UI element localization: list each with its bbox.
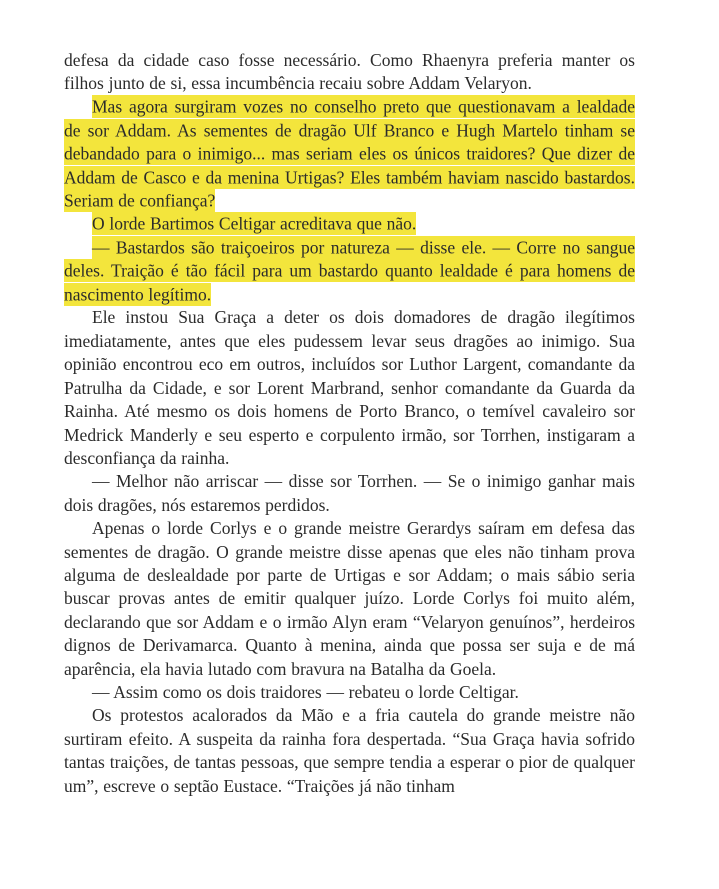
- paragraph-text: — Melhor não arriscar — disse sor Torrhen. — Se o inimigo ganhar mais dois dragões, nós estaremos perdidos.: [64, 471, 635, 515]
- paragraph: [64, 470, 635, 517]
- paragraph: [64, 517, 635, 681]
- paragraph-text: Os protestos acalorados da Mão e a fria cautela do grande meistre não surtiram efeito. A suspeita da rainha fora despertada. “Sua Graça havia sofrido tantas traições, de tantas pessoas, que sempre tendia a esperar o pior de qualquer um”, escreve o septão Eustace. “Traições já não tinham: [64, 705, 635, 796]
- paragraph-text: — Assim como os dois traidores — rebateu o lorde Celtigar.: [92, 681, 519, 702]
- highlighted-text: O lorde Bartimos Celtigar acreditava que não.: [92, 213, 417, 234]
- highlighted-paragraph: [64, 96, 635, 213]
- highlighted-text: Mas agora surgiram vozes no conselho preto que questionavam a lealdade de sor Addam. As sementes de dragão Ulf Branco e Hugh Martelo tinham se debandado para o inimigo... mas seriam eles os únicos traidores? Que dizer de Addam de Casco e da menina Urtigas? Eles também haviam nascido bastardos. Seriam de confiança?: [64, 96, 635, 211]
- paragraph-text: Ele instou Sua Graça a deter os dois domadores de dragão ilegítimos imediatamente, antes que eles pudessem levar seus dragões ao inimigo. Sua opinião encontrou eco em outros, incluídos sor Luthor Largent, comandante da Patrulha da Cidade, e sor Lorent Marbrand, senhor comandante da Guarda da Rainha. Até mesmo os dois homens de Porto Branco, o temível cavaleiro sor Medrick Manderly e seu esperto e corpulento irmão, sor Torrhen, instigaram a desconfiança da rainha.: [64, 307, 635, 468]
- highlighted-text: — Bastardos são traiçoeiros por natureza — disse ele. — Corre no sangue deles. Traição é tão fácil para um bastardo quanto lealdade é para homens de nascimento legítimo.: [64, 237, 635, 305]
- highlighted-paragraph: [64, 236, 635, 306]
- paragraph-text: Apenas o lorde Corlys e o grande meistre Gerardys saíram em defesa das sementes de dragão. O grande meistre disse apenas que eles não tinham prova alguma de deslealdade por parte de Urtigas e sor Addam; o mais sábio seria buscar provas antes de emitir qualquer juízo. Lorde Corlys foi muito além, declarando que sor Addam e o irmão Alyn eram “Velaryon genuínos”, herdeiros dignos de Derivamarca. Quanto à menina, ainda que possa ser suja e de má aparência, ela havia lutado com bravura na Batalha da Goela.: [64, 518, 635, 679]
- paragraph-text: defesa da cidade caso fosse necessário. Como Rhaenyra preferia manter os filhos junto de si, essa incumbência recaiu sobre Addam Velaryon.: [64, 50, 635, 94]
- paragraph: [64, 681, 635, 704]
- paragraph: [64, 49, 635, 96]
- paragraph: [64, 306, 635, 470]
- highlighted-paragraph: [64, 213, 635, 236]
- paragraph: [64, 704, 635, 798]
